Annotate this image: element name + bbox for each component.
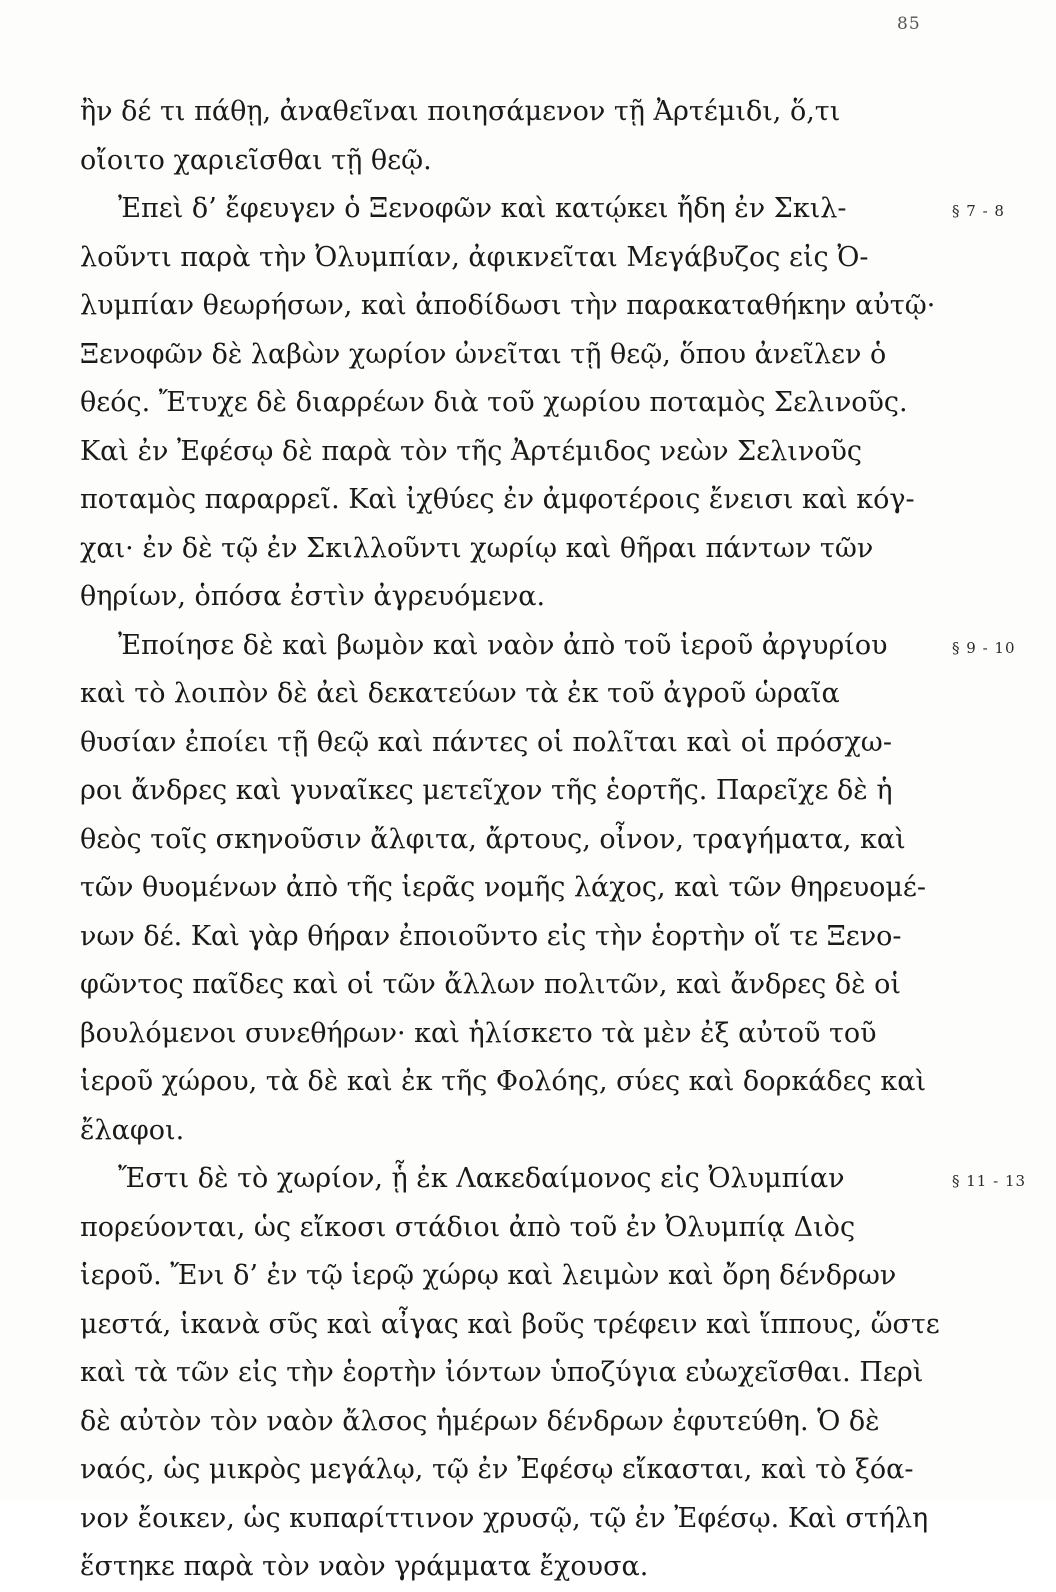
- text-line: [80, 961, 940, 1010]
- line-text: ἱεροῦ χώρου, τὰ δὲ καὶ ἐκ τῆς Φολόης, σύες καὶ δορκάδες καὶ: [80, 1066, 927, 1097]
- section-reference: § 11 - 13: [952, 1172, 1027, 1190]
- line-text: φῶντος παῖδες καὶ οἱ τῶν ἄλλων πολιτῶν, καὶ ἄνδρες δὲ οἱ: [80, 969, 902, 1000]
- text-line: [80, 1495, 940, 1544]
- line-text: λοῦντι παρὰ τὴν Ὀλυμπίαν, ἀφικνεῖται Μεγάβυζος εἰς Ὀ-: [80, 241, 869, 273]
- line-text: ἔλαφοι.: [80, 1114, 185, 1146]
- text-line: [80, 670, 940, 719]
- text-line: [80, 379, 940, 428]
- line-text: βουλόμενοι συνεθήρων· καὶ ἡλίσκετο τὰ μὲν ἐξ αὐτοῦ τοῦ: [80, 1017, 877, 1049]
- line-text: πορεύονται, ὡς εἴκοσι στάδιοι ἀπὸ τοῦ ἐν Ὀλυμπίᾳ Διὸς: [80, 1211, 856, 1243]
- line-text: θηρίων, ὁπόσα ἐστὶν ἀγρευόμενα.: [80, 581, 546, 612]
- section-reference: § 9 - 10: [952, 638, 1016, 657]
- text-line: [80, 767, 940, 816]
- text-line: [80, 1543, 940, 1592]
- line-text: ἢν δέ τι πάθῃ, ἀναθεῖναι ποιησάμενον τῇ Ἀρτέμιδι, ὅ,τι: [80, 96, 841, 127]
- text-line: [80, 1010, 940, 1059]
- line-text: ροι ἄνδρες καὶ γυναῖκες μετεῖχον τῆς ἑορτῆς. Παρεῖχε δὲ ἡ: [80, 775, 893, 806]
- line-text: Ἔστι δὲ τὸ χωρίον, ᾗ ἐκ Λακεδαίμονος εἰς Ὀλυμπίαν: [118, 1163, 845, 1194]
- line-text: οἴοιτο χαριεῖσθαι τῇ θεῷ.: [80, 144, 432, 176]
- line-text: Ἐπεὶ δ’ ἔφευγεν ὁ Ξενοφῶν καὶ κατῴκει ἤδη ἐν Σκιλ-: [118, 193, 847, 224]
- line-text: νων δέ. Καὶ γὰρ θήραν ἐποιοῦντο εἰς τὴν ἑορτὴν οἵ τε Ξενο-: [80, 920, 902, 952]
- text-line: [80, 1398, 940, 1447]
- text-line: [80, 1204, 940, 1253]
- text-line: [80, 88, 940, 137]
- text-line: [80, 331, 940, 380]
- text-line: [80, 573, 940, 622]
- line-text: δὲ αὐτὸν τὸν ναὸν ἄλσος ἡμέρων δένδρων ἐφυτεύθη. Ὁ δὲ: [80, 1405, 880, 1437]
- text-line: [80, 1301, 940, 1350]
- text-line: [80, 185, 1005, 234]
- line-text: ἕστηκε παρὰ τὸν ναὸν γράμματα ἔχουσα.: [80, 1551, 649, 1582]
- line-text: μεστά, ἱκανὰ σῦς καὶ αἶγας καὶ βοῦς τρέφειν καὶ ἵππους, ὥστε: [80, 1308, 940, 1340]
- line-text: Ἐποίησε δὲ καὶ βωμὸν καὶ ναὸν ἀπὸ τοῦ ἱεροῦ ἀργυρίου: [118, 629, 888, 661]
- text-line: [80, 1349, 940, 1398]
- line-text: λυμπίαν θεωρήσων, καὶ ἀποδίδωσι τὴν παρακαταθήκην αὐτῷ·: [80, 290, 936, 321]
- text-line: [80, 137, 940, 186]
- line-text: θυσίαν ἐποίει τῇ θεῷ καὶ πάντες οἱ πολῖται καὶ οἱ πρόσχω-: [80, 726, 892, 758]
- line-text: Ξενοφῶν δὲ λαβὼν χωρίον ὠνεῖται τῇ θεῷ, ὅπου ἀνεῖλεν ὁ: [80, 338, 887, 370]
- line-text: ποταμὸς παραρρεῖ. Καὶ ἰχθύες ἐν ἀμφοτέροις ἔνεισι καὶ κόγ-: [80, 484, 915, 515]
- text-line: [80, 1446, 940, 1495]
- text-line: [80, 913, 940, 962]
- greek-text-block: [80, 88, 1027, 1592]
- line-text: θεός. Ἔτυχε δὲ διαρρέων διὰ τοῦ χωρίου ποταμὸς Σελινοῦς.: [80, 387, 908, 418]
- text-line: [80, 1252, 940, 1301]
- line-text: τῶν θυομένων ἀπὸ τῆς ἱερᾶς νομῆς λάχος, καὶ τῶν θηρευομέ-: [80, 872, 927, 903]
- line-text: Καὶ ἐν Ἐφέσῳ δὲ παρὰ τὸν τῆς Ἀρτέμιδος νεὼν Σελινοῦς: [80, 435, 863, 467]
- text-line: [80, 428, 940, 477]
- text-line: [80, 864, 940, 913]
- line-text: νον ἔοικεν, ὡς κυπαρίττινον χρυσῷ, τῷ ἐν Ἐφέσῳ. Καὶ στήλη: [80, 1502, 929, 1534]
- text-line: [80, 234, 940, 283]
- line-text: καὶ τὰ τῶν εἰς τὴν ἑορτὴν ἰόντων ὑποζύγια εὐωχεῖσθαι. Περὶ: [80, 1357, 924, 1388]
- text-line: [80, 1155, 1027, 1204]
- line-text: χαι· ἐν δὲ τῷ ἐν Σκιλλοῦντι χωρίῳ καὶ θῆραι πάντων τῶν: [80, 532, 874, 564]
- line-text: ἱεροῦ. Ἔνι δ’ ἐν τῷ ἱερῷ χώρῳ καὶ λειμὼν καὶ ὄρη δένδρων: [80, 1260, 897, 1291]
- line-text: καὶ τὸ λοιπὸν δὲ ἀεὶ δεκατεύων τὰ ἐκ τοῦ ἀγροῦ ὡραῖα: [80, 678, 840, 709]
- line-text: θεὸς τοῖς σκηνοῦσιν ἄλφιτα, ἄρτους, οἶνον, τραγήματα, καὶ: [80, 823, 906, 855]
- text-line: [80, 816, 940, 865]
- text-line: [80, 1058, 940, 1107]
- text-line: [80, 1107, 940, 1156]
- text-line: [80, 476, 940, 525]
- text-line: [80, 282, 940, 331]
- page-number: 85: [897, 14, 921, 34]
- line-text: ναός, ὡς μικρὸς μεγάλῳ, τῷ ἐν Ἐφέσῳ εἴκασται, καὶ τὸ ξόα-: [80, 1454, 914, 1485]
- text-line: [80, 719, 940, 768]
- text-line: [80, 525, 940, 574]
- text-line: [80, 622, 1016, 671]
- section-reference: § 7 - 8: [952, 202, 1005, 220]
